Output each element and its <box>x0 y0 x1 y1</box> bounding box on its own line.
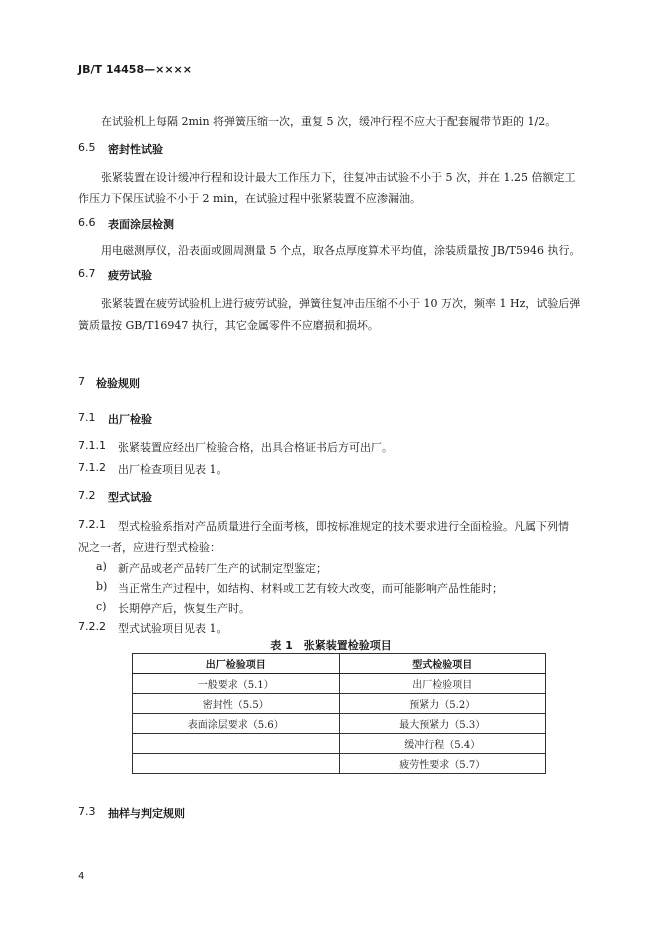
section-6-7-text-line2: 簧质量按 GB/T16947 执行，其它金属零件不应磨损和损坏。 <box>78 319 379 332</box>
section-6-7-title: 疲劳试验 <box>108 269 152 282</box>
section-6-5-number: 6.5 <box>78 141 96 154</box>
table-header-row <box>133 654 546 674</box>
section-7-2-title: 型式试验 <box>108 491 152 504</box>
section-6-7-number: 6.7 <box>78 267 96 280</box>
table-row <box>133 694 546 714</box>
table-cell: 密封性（5.5） <box>133 694 340 714</box>
inspection-items-table <box>132 653 546 774</box>
list-item-b-marker: b) <box>96 580 108 593</box>
section-6-7-text-line1: 张紧装置在疲劳试验机上进行疲劳试验，弹簧往复冲击压缩不小于 10 万次，频率 1 Hz，试验后弹 <box>101 297 581 310</box>
section-7-2-1-text-line2: 况之一者，应进行型式检验： <box>78 541 221 554</box>
table-caption: 表 1 张紧装置检验项目 <box>270 639 392 652</box>
standard-code: JB/T 14458—×××× <box>78 63 192 76</box>
section-6-6-text: 用电磁测厚仪，沿表面或圆周测量 5 个点，取各点厚度算术平均值，涂装质量按 JB/T5946 执行。 <box>101 244 581 257</box>
table-cell <box>133 734 340 754</box>
list-item-a: 新产品或老产品转厂生产的试制定型鉴定； <box>118 562 327 575</box>
list-item-c-marker: c) <box>96 600 107 613</box>
table-row <box>133 754 546 774</box>
table-row <box>133 674 546 694</box>
section-7-1-1-number: 7.1.1 <box>78 439 106 452</box>
list-item-a-marker: a) <box>96 560 107 573</box>
table-cell: 预紧力（5.2） <box>339 694 546 714</box>
spring-cycle-paragraph: 在试验机上每隔 2min 将弹簧压缩一次，重复 5 次，缓冲行程不应大于配套履带节距的 1/2。 <box>101 115 557 128</box>
section-7-2-1-number: 7.2.1 <box>78 518 106 531</box>
section-7-2-2-text: 型式试验项目见表 1。 <box>118 622 228 635</box>
table-row <box>133 734 546 754</box>
table-cell: 缓冲行程（5.4） <box>339 734 546 754</box>
table-header-type: 型式检验项目 <box>339 654 546 674</box>
section-6-5-text-line1: 张紧装置在设计缓冲行程和设计最大工作压力下，往复冲击试验不小于 5 次，并在 1.25 倍额定工 <box>101 171 576 184</box>
list-item-b: 当正常生产过程中，如结构、材料或工艺有较大改变，而可能影响产品性能时； <box>118 582 503 595</box>
table-cell: 表面涂层要求（5.6） <box>133 714 340 734</box>
section-7-3-number: 7.3 <box>78 805 96 818</box>
section-7-3-title: 抽样与判定规则 <box>108 807 185 820</box>
section-7-1-2-text: 出厂检查项目见表 1。 <box>118 463 228 476</box>
table-cell: 最大预紧力（5.3） <box>339 714 546 734</box>
table-cell: 一般要求（5.1） <box>133 674 340 694</box>
section-7-2-number: 7.2 <box>78 489 96 502</box>
table-header-factory: 出厂检验项目 <box>133 654 340 674</box>
section-6-6-title: 表面涂层检测 <box>108 218 174 231</box>
section-7-2-2-number: 7.2.2 <box>78 620 106 633</box>
table-row <box>133 714 546 734</box>
section-7-1-2-number: 7.1.2 <box>78 461 106 474</box>
section-7-number: 7 <box>78 375 85 388</box>
section-7-1-1-text: 张紧装置应经出厂检验合格，出具合格证书后方可出厂。 <box>118 441 393 454</box>
table-cell <box>133 754 340 774</box>
section-6-5-text-line2: 作压力下保压试验不小于 2 min，在试验过程中张紧装置不应渗漏油。 <box>78 192 422 205</box>
page-number: 4 <box>78 871 85 882</box>
section-7-2-1-text-line1: 型式检验系指对产品质量进行全面考核，即按标准规定的技术要求进行全面检验。凡属下列情 <box>118 520 569 533</box>
section-7-title: 检验规则 <box>96 377 140 390</box>
section-6-5-title: 密封性试验 <box>108 143 163 156</box>
section-6-6-number: 6.6 <box>78 216 96 229</box>
section-7-1-number: 7.1 <box>78 411 96 424</box>
table-cell: 疲劳性要求（5.7） <box>339 754 546 774</box>
table-cell: 出厂检验项目 <box>339 674 546 694</box>
section-7-1-title: 出厂检验 <box>108 413 152 426</box>
list-item-c: 长期停产后，恢复生产时。 <box>118 602 250 615</box>
